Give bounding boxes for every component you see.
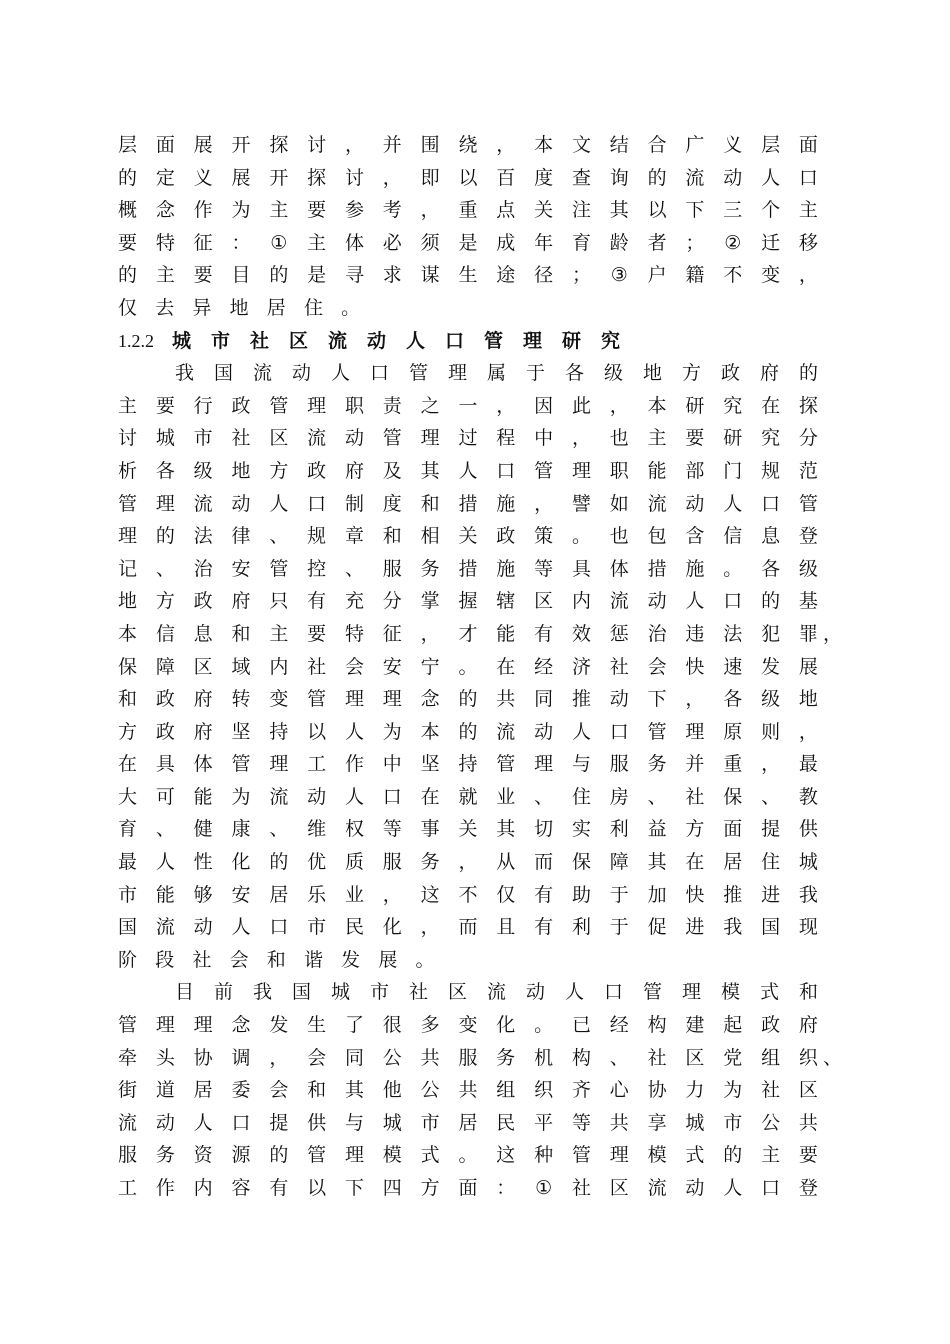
paragraph-line: 地 方 政 府 只 有 充 分 掌 握 辖 区 内 流 动 人 口 的 基	[118, 590, 818, 613]
section-title: 城 市 社 区 流 动 人 口 管 理 研 究	[172, 329, 621, 352]
paragraph-line: 市 能 够 安 居 乐 业 ， 这 不 仅 有 助 于 加 快 推 进 我	[118, 883, 818, 906]
paragraph-line: 的 主 要 目 的 是 寻 求 谋 生 途 径 ； ③ 户 籍 不 变 ，	[118, 264, 818, 287]
paragraph-line: 大 可 能 为 流 动 人 口 在 就 业 、 住 房 、 社 保 、 教	[118, 785, 818, 808]
paragraph-line: 流 动 人 口 提 供 与 城 市 居 民 平 等 共 享 城 市 公 共	[118, 1111, 818, 1134]
paragraph-line: 最 人 性 化 的 优 质 服 务 ， 从 而 保 障 其 在 居 住 城	[118, 851, 818, 874]
paragraph-line: 在 具 体 管 理 工 作 中 坚 持 管 理 与 服 务 并 重 ， 最	[118, 753, 818, 776]
paragraph-line: 概 念 作 为 主 要 参 考 ， 重 点 关 注 其 以 下 三 个 主	[118, 199, 818, 222]
paragraph-line: 方 政 府 坚 持 以 人 为 本 的 流 动 人 口 管 理 原 则 ，	[118, 720, 818, 743]
paragraph-line: 仅 去 异 地 居 住 。	[118, 296, 361, 319]
paragraph-line: 本 信 息 和 主 要 特 征 ， 才 能 有 效 惩 治 违 法 犯 罪 ，	[118, 622, 843, 645]
paragraph-line: 工 作 内 容 有 以 下 四 方 面 ： ① 社 区 流 动 人 口 登	[118, 1177, 818, 1199]
paragraph-line: 管 理 理 念 发 生 了 很 多 变 化 。 已 经 构 建 起 政 府	[118, 1014, 818, 1037]
paragraph-line: 国 流 动 人 口 市 民 化 ， 而 且 有 利 于 促 进 我 国 现	[118, 916, 818, 939]
paragraph-line: 记 、 治 安 管 控 、 服 务 措 施 等 具 体 措 施 。 各 级	[118, 557, 818, 580]
paragraph-line: 阶 段 社 会 和 谐 发 展 。	[118, 948, 435, 971]
paragraph-line: 要 特 征 ： ① 主 体 必 须 是 成 年 育 龄 者 ； ② 迁 移	[118, 231, 818, 254]
paragraph-line: 目 前 我 国 城 市 社 区 流 动 人 口 管 理 模 式 和	[175, 981, 819, 1004]
paragraph-line: 讨 城 市 社 区 流 动 管 理 过 程 中 ， 也 主 要 研 究 分	[118, 427, 818, 450]
paragraph-line: 牵 头 协 调 ， 会 同 公 共 服 务 机 构 、 社 区 党 组 织 、	[118, 1046, 843, 1069]
paragraph-line: 层 面 展 开 探 讨 ， 并 围 绕 ， 本 文 结 合 广 义 层 面	[118, 134, 818, 156]
paragraph-line: 析 各 级 地 方 政 府 及 其 人 口 管 理 职 能 部 门 规 范	[118, 459, 818, 482]
paragraph-line: 主 要 行 政 管 理 职 责 之 一 ， 因 此 ， 本 研 究 在 探	[118, 394, 818, 417]
section-number: 1.2.2	[118, 330, 154, 351]
paragraph-line: 街 道 居 委 会 和 其 他 公 共 组 织 齐 心 协 力 为 社 区	[118, 1079, 818, 1102]
paragraph-line: 保 障 区 域 内 社 会 安 宁 。 在 经 济 社 会 快 速 发 展	[118, 655, 818, 678]
paragraph-line: 我 国 流 动 人 口 管 理 属 于 各 级 地 方 政 府 的	[175, 362, 819, 385]
paragraph-line: 的 定 义 展 开 探 讨 ， 即 以 百 度 查 询 的 流 动 人 口	[118, 166, 818, 189]
section-heading	[118, 325, 818, 358]
paragraph-line: 育 、 健 康 、 维 权 等 事 关 其 切 实 利 益 方 面 提 供	[118, 818, 818, 841]
paragraph-line: 理 的 法 律 、 规 章 和 相 关 政 策 。 也 包 含 信 息 登	[118, 525, 818, 548]
paragraph-line: 和 政 府 转 变 管 理 理 念 的 共 同 推 动 下 ， 各 级 地	[118, 688, 818, 711]
paragraph-line: 管 理 流 动 人 口 制 度 和 措 施 ， 譬 如 流 动 人 口 管	[118, 492, 818, 515]
paragraph-line: 服 务 资 源 的 管 理 模 式 。 这 种 管 理 模 式 的 主 要	[118, 1144, 818, 1167]
